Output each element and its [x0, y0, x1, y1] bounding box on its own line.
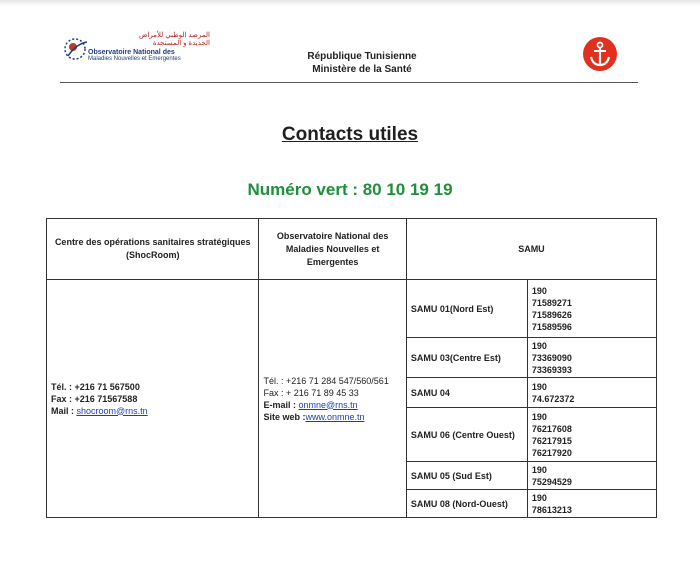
onmne-logo	[60, 32, 210, 68]
samu-numbers: 190 78613213	[527, 490, 656, 518]
shocroom-email-link[interactable]: shocroom@rns.tn	[76, 405, 148, 416]
samu-numbers: 190 74.672372	[527, 378, 656, 408]
samu-numbers: 190 73369090 73369393	[527, 338, 656, 378]
samu-name: SAMU 04	[406, 378, 527, 408]
toll-free-number: Numéro vert : 80 10 19 19	[247, 180, 453, 199]
samu-name: SAMU 03(Centre Est)	[406, 338, 527, 378]
samu-name: SAMU 06 (Centre Ouest)	[406, 408, 527, 462]
table-row	[47, 280, 657, 338]
samu-name: SAMU 08 (Nord-Ouest)	[406, 490, 527, 518]
onmne-contacts: Tél. : +216 71 284 547/560/561 Fax : + 216 71 89 45 33 E-mail : onmne@rns.tn Site web :www.onmne.tn	[259, 280, 406, 518]
onmne-email-link[interactable]: onmne@rns.tn	[298, 399, 358, 410]
samu-numbers: 190 76217608 76217915 76217920	[527, 408, 656, 462]
republic-ministry: République Tunisienne Ministère de la Santé	[307, 51, 417, 75]
shocroom-contacts: Tél. : +216 71 567500 Fax : +216 71567588 Mail : shocroom@rns.tn	[47, 280, 259, 518]
header-shocroom: Centre des opérations sanitaires stratégiques (ShocRoom)	[47, 219, 259, 280]
samu-numbers: 190 71589271 71589626 71589596	[527, 280, 656, 338]
scan-top-edge	[0, 0, 700, 6]
logo-french-text: Observatoire National des Maladies Nouvelles et Emergentes	[88, 49, 181, 62]
contacts-table	[46, 218, 657, 518]
onmne-website-link[interactable]: www.onmne.tn	[305, 411, 365, 422]
header-onmne: Observatoire National des Maladies Nouvelles et Emergentes	[259, 219, 406, 280]
page-title: Contacts utiles	[281, 124, 419, 145]
globe-logo-icon	[60, 34, 90, 64]
header-samu: SAMU	[406, 219, 656, 280]
table-header-row	[47, 219, 657, 280]
samu-numbers: 190 75294529	[527, 462, 656, 490]
anchor-seal-icon	[582, 36, 618, 72]
logo-arabic-text: المرصد الوطني للأمراض الجديدة و المستجدة	[138, 32, 210, 47]
letterhead	[60, 28, 638, 83]
samu-name: SAMU 01(Nord Est)	[406, 280, 527, 338]
samu-name: SAMU 05 (Sud Est)	[406, 462, 527, 490]
